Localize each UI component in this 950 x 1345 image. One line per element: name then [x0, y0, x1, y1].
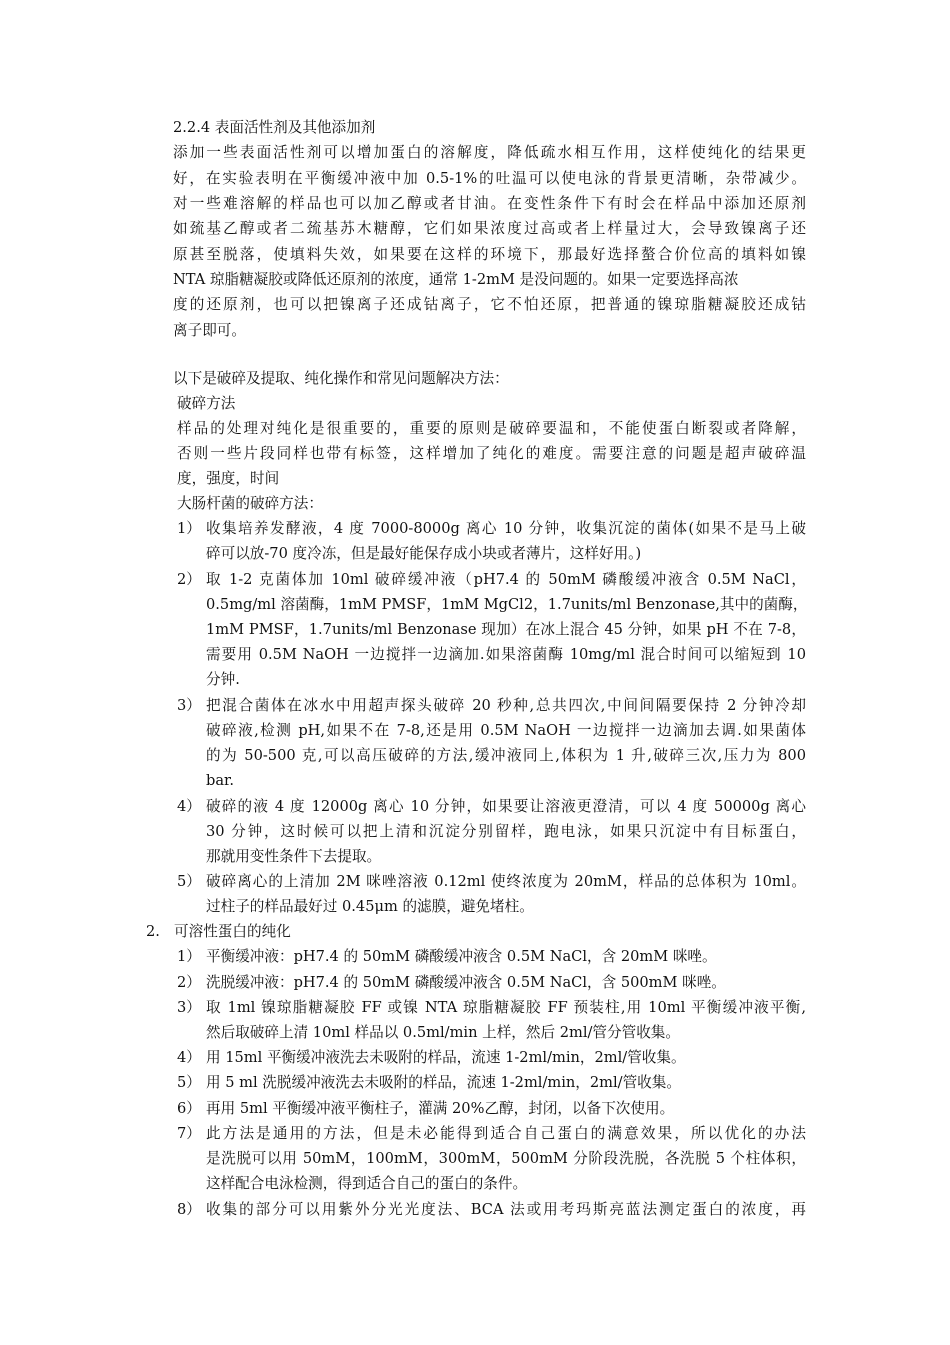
section-number: 2.	[146, 923, 160, 940]
list-line: 取 1ml 镍琼脂糖凝胶 FF 或镍 NTA 琼脂糖凝胶 FF 预装柱,用 10ml 平衡缓冲液平衡,	[206, 999, 806, 1016]
paragraph-line: 否则一些片段同样也带有标签，这样增加了纯化的难度。需要注意的问题是超声破碎温	[177, 445, 806, 462]
list-line: 用 15ml 平衡缓冲液洗去未吸附的样品，流速 1-2ml/min，2ml/管收集。	[206, 1049, 686, 1066]
list-line: 需要用 0.5M NaOH 一边搅拌一边滴加.如果溶菌酶 10mg/ml 混合时间可以缩短到 10	[206, 646, 806, 663]
paragraph-line: 添加一些表面活性剂可以增加蛋白的溶解度，降低疏水相互作用，这样使纯化的结果更	[173, 144, 806, 161]
list-line: 用 5 ml 洗脱缓冲液洗去未吸附的样品，流速 1-2ml/min，2ml/管收集。	[206, 1074, 681, 1091]
list-number: 3）	[177, 697, 201, 714]
methods-intro: 以下是破碎及提取、纯化操作和常见问题解决方法：	[173, 370, 509, 387]
list-line: 平衡缓冲液：pH7.4 的 50mM 磷酸缓冲液含 0.5M NaCl，含 20mM 咪唑。	[206, 948, 717, 965]
paragraph-line: 样品的处理对纯化是很重要的，重要的原则是破碎要温和，不能使蛋白断裂或者降解，	[177, 420, 806, 437]
list-line: 0.5mg/ml 溶菌酶，1mM PMSF，1mM MgCl2，1.7units/ml Benzonase,其中的菌酶，	[206, 596, 808, 613]
list-number: 6）	[177, 1100, 201, 1117]
list-number: 5）	[177, 1074, 201, 1091]
list-number: 4）	[177, 798, 201, 815]
list-line: 1mM PMSF，1.7units/ml Benzonase 现加）在冰上混合 45 分钟，如果 pH 不在 7-8，	[206, 621, 806, 638]
list-line: 再用 5ml 平衡缓冲液平衡柱子，灌满 20%乙醇，封闭，以备下次使用。	[206, 1100, 675, 1117]
section-heading: 2.2.4 表面活性剂及其他添加剂	[173, 119, 376, 136]
list-line: 破碎液,检测 pH,如果不在 7-8,还是用 0.5M NaOH 一边搅拌一边滴加去调.如果菌体	[206, 722, 806, 739]
list-line: bar.	[206, 772, 235, 789]
paragraph-line: 原甚至脱落，使填料失效，如果要在这样的环境下，那最好选择螯合价位高的填料如镍	[173, 246, 806, 263]
list-number: 3）	[177, 999, 201, 1016]
list-line: 取 1-2 克菌体加 10ml 破碎缓冲液（pH7.4 的 50mM 磷酸缓冲液含 0.5M NaCl，	[206, 571, 806, 588]
paragraph-line: 对一些难溶解的样品也可以加乙醇或者甘油。在变性条件下有时会在样品中添加还原剂	[173, 195, 806, 212]
list-line: 然后取破碎上清 10ml 样品以 0.5ml/min 上样，然后 2ml/管分管收集。	[206, 1024, 680, 1041]
list-number: 7）	[177, 1125, 201, 1142]
list-number: 1）	[177, 948, 201, 965]
list-line: 此方法是通用的方法，但是未必能得到适合自己蛋白的满意效果，所以优化的办法	[206, 1125, 806, 1142]
list-line: 洗脱缓冲液：pH7.4 的 50mM 磷酸缓冲液含 0.5M NaCl，含 500mM 咪唑。	[206, 974, 726, 991]
list-line: 是洗脱可以用 50mM，100mM，300mM，500mM 分阶段洗脱，各洗脱 5 个柱体积，	[206, 1150, 806, 1167]
ecoli-title: 大肠杆菌的破碎方法：	[177, 495, 323, 512]
list-line: 那就用变性条件下去提取。	[206, 848, 382, 865]
paragraph-line: 度，强度，时间	[177, 470, 280, 487]
list-line: 这样配合电泳检测，得到适合自己的蛋白的条件。	[206, 1175, 528, 1192]
list-line: 破碎的液 4 度 12000g 离心 10 分钟，如果要让溶液更澄清，可以 4 度 50000g 离心	[206, 798, 806, 815]
list-line: 把混合菌体在冰水中用超声探头破碎 20 秒种,总共四次,中间间隔要保持 2 分钟冷却	[206, 697, 806, 714]
paragraph-line: 度的还原剂，也可以把镍离子还成钴离子，它不怕还原，把普通的镍琼脂糖凝胶还成钴	[173, 296, 806, 313]
disruption-title: 破碎方法	[177, 395, 236, 412]
list-line: 收集的部分可以用紫外分光光度法、BCA 法或用考玛斯亮蓝法测定蛋白的浓度，再	[206, 1201, 806, 1218]
list-number: 8）	[177, 1201, 201, 1218]
list-number: 1）	[177, 520, 201, 537]
section-title: 可溶性蛋白的纯化	[174, 923, 291, 940]
list-line: 收集培养发酵液，4 度 7000-8000g 离心 10 分钟，收集沉淀的菌体(如果不是马上破	[206, 520, 806, 537]
list-number: 4）	[177, 1049, 201, 1066]
paragraph-line: 如巯基乙醇或者二巯基苏木糖醇，它们如果浓度过高或者上样量过大，会导致镍离子还	[173, 220, 806, 237]
paragraph-line: 好，在实验表明在平衡缓冲液中加 0.5-1%的吐温可以使电泳的背景更清晰，杂带减少。	[173, 170, 806, 187]
list-number: 5）	[177, 873, 201, 890]
list-line: 的为 50-500 克,可以高压破碎的方法,缓冲液同上,体积为 1 升,破碎三次,压力为 800	[206, 747, 806, 764]
list-line: 碎可以放-70 度冷冻，但是最好能保存成小块或者薄片，这样好用。)	[206, 545, 642, 562]
list-line: 分钟.	[206, 671, 240, 688]
list-number: 2）	[177, 974, 201, 991]
list-number: 2）	[177, 571, 201, 588]
list-line: 30 分钟，这时候可以把上清和沉淀分别留样，跑电泳，如果只沉淀中有目标蛋白，	[206, 823, 806, 840]
list-line: 破碎离心的上清加 2M 咪唑溶液 0.12ml 使终浓度为 20mM，样品的总体积为 10ml。	[206, 873, 806, 890]
paragraph-line: 离子即可。	[173, 322, 246, 339]
paragraph-line: NTA 琼脂糖凝胶或降低还原剂的浓度，通常 1-2mM 是没问题的。如果一定要选择高浓	[173, 271, 739, 288]
list-line: 过柱子的样品最好过 0.45μm 的滤膜，避免堵柱。	[206, 898, 534, 915]
